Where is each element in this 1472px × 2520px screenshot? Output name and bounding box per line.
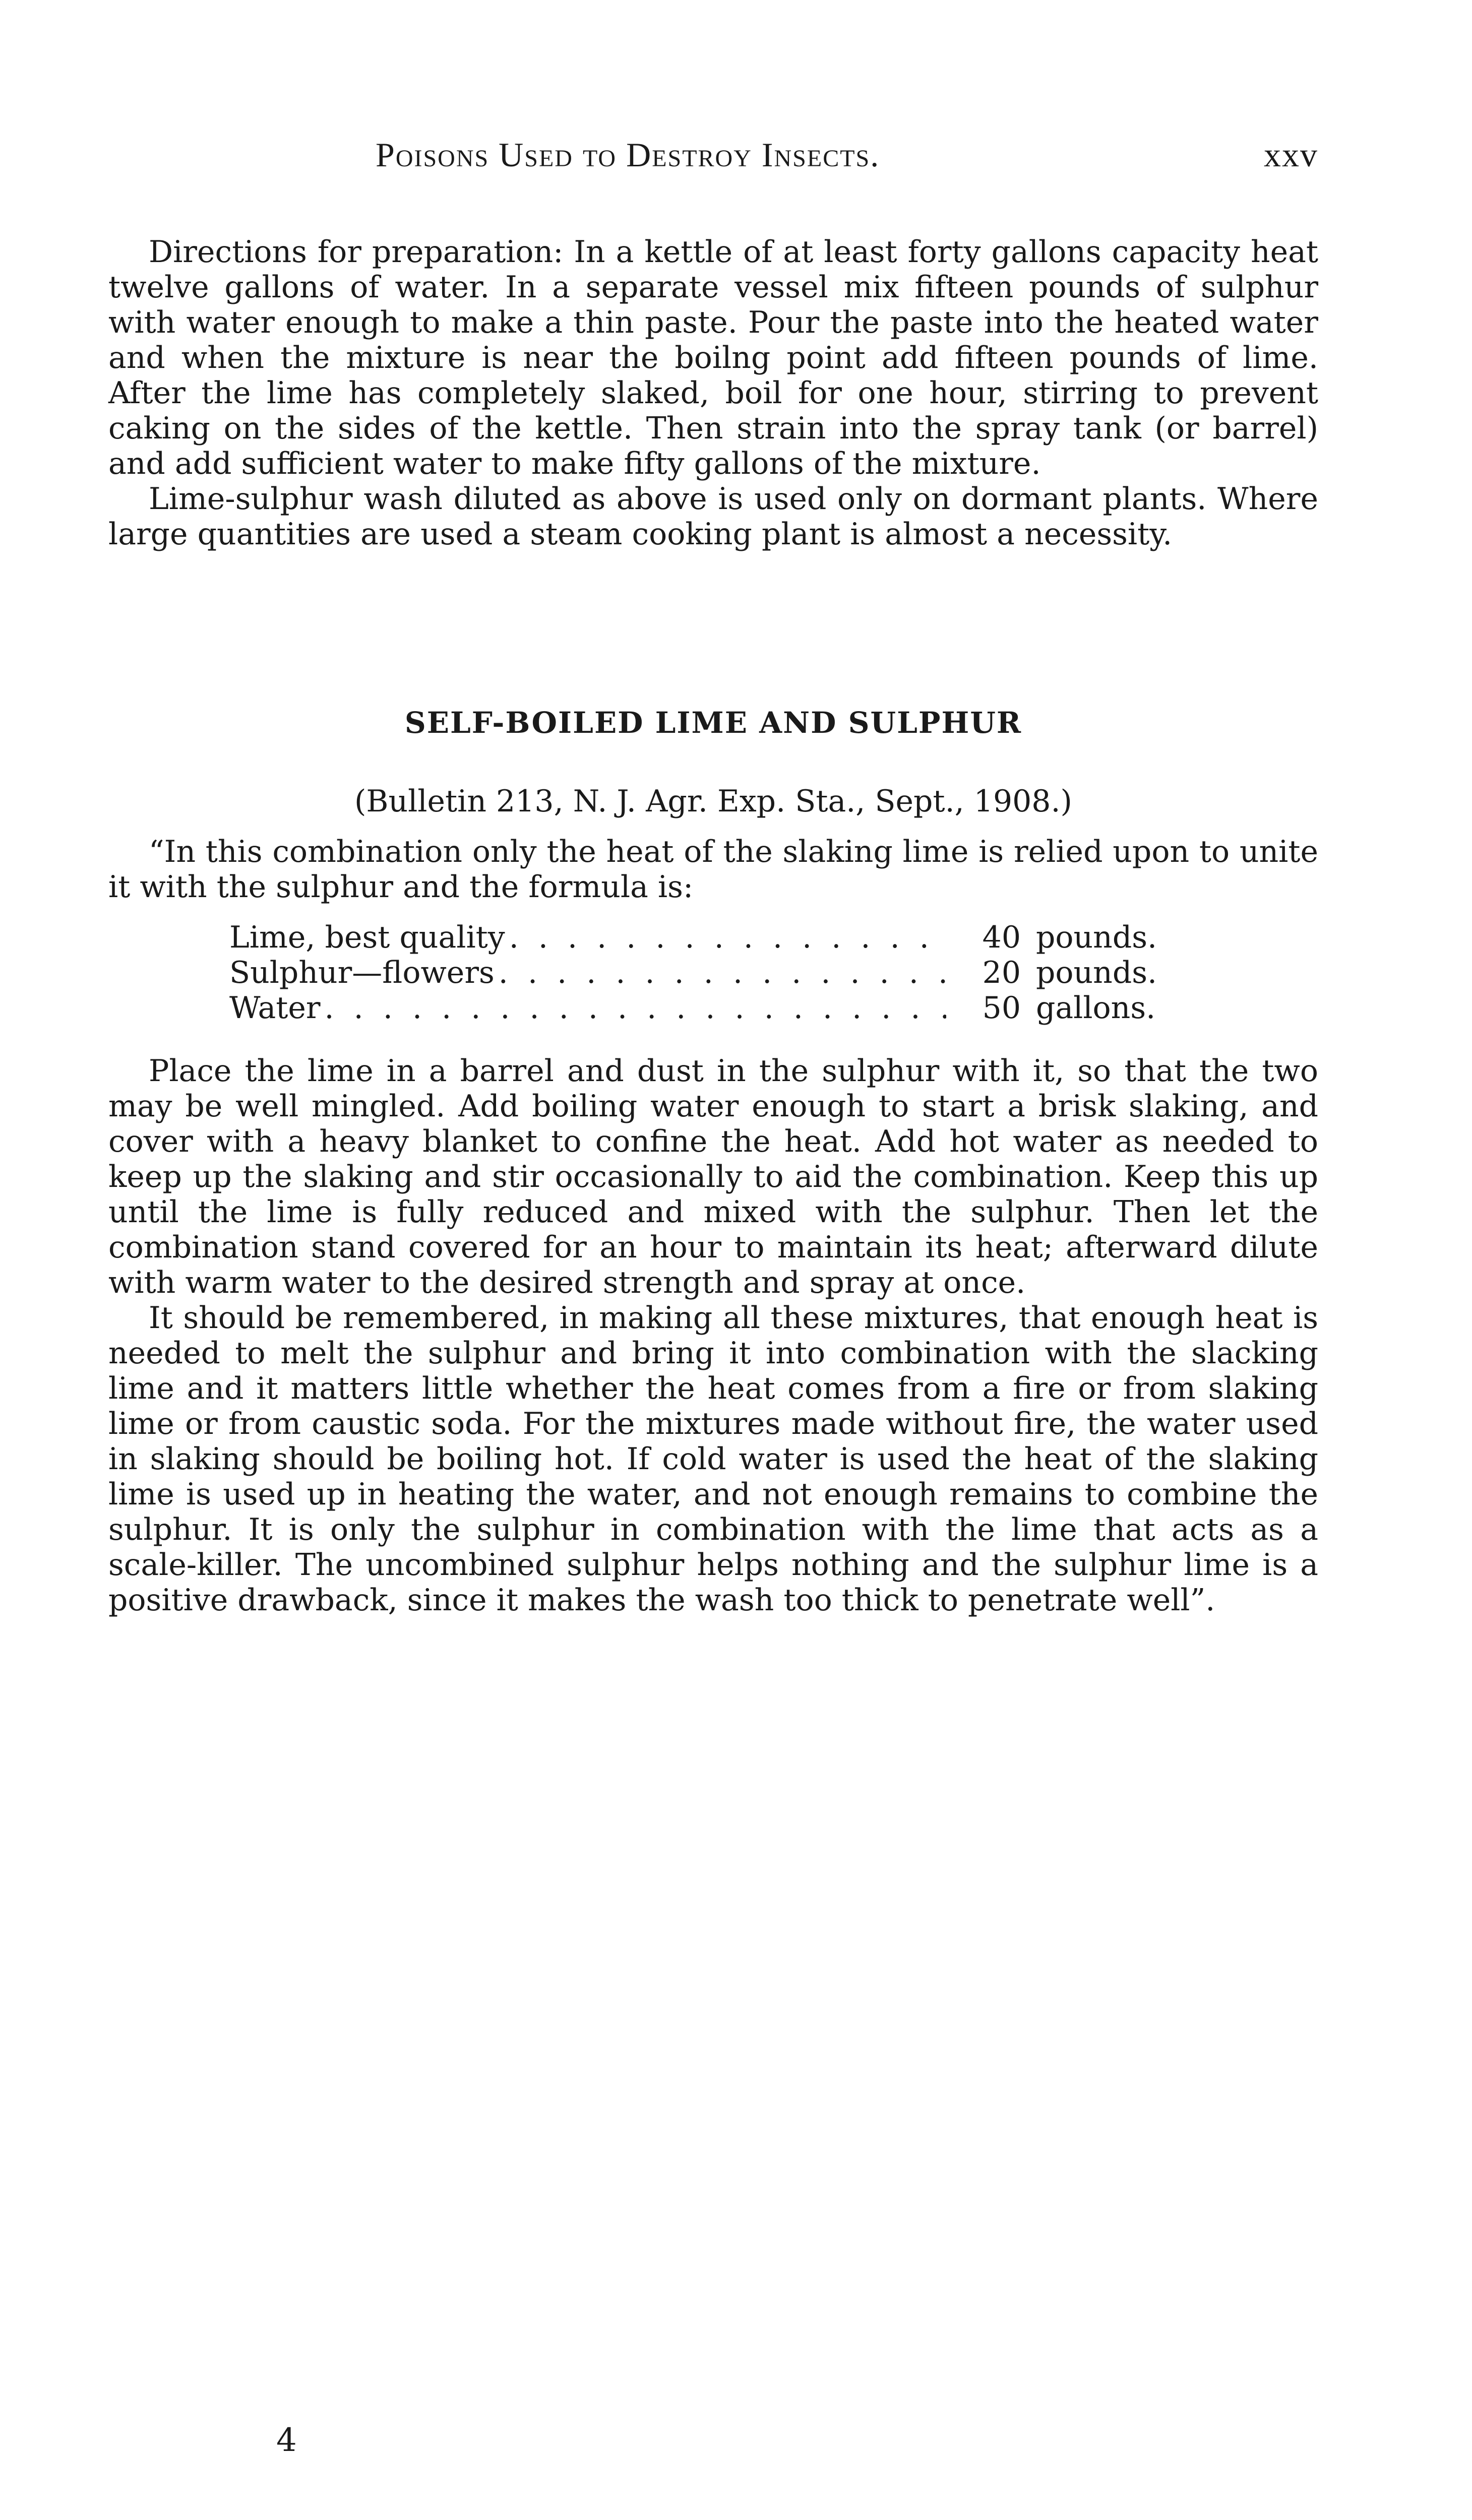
body-paragraph: Place the lime in a barrel and dust in the sulphur with it, so that the two may be well mingled. Add boiling water enough to start a brisk slaking, and cover with a heavy blanket to confine the heat. Add hot water as needed to keep up the slaking and stir occasionally to aid the combination. Keep this up until the lime is fully reduced and mixed with the sulphur. Then let the combination stand covered for an hour to maintain its heat; afterward dilute with warm water to the desired strength and spray at once. <box>108 1053 1318 1300</box>
signature-mark: 4 <box>276 2422 297 2459</box>
dot-leader <box>325 990 946 1026</box>
section-lead <box>108 834 1318 905</box>
intro-paragraph: Lime-sulphur wash diluted as above is used only on dormant plants. Where large quantities are used a steam cooking plant is almost a necessity. <box>108 481 1318 552</box>
formula-unit: gallons. <box>1036 990 1156 1026</box>
section-citation: (Bulletin 213, N. J. Agr. Exp. Sta., Sept., 1908.) <box>354 784 1072 819</box>
section-heading: SELF-BOILED LIME AND SULPHUR <box>404 706 1022 740</box>
running-title: Poisons Used to Destroy Insects. <box>376 136 880 174</box>
body-paragraph: It should be remembered, in making all these mixtures, that enough heat is needed to melt the sulphur and bring it into combination with the slacking lime and it matters little whether the heat comes from a fire or from slaking lime or from caustic soda. For the mixtures made without fire, the water used in slaking should be boiling hot. If cold water is used the heat of the slaking lime is used up in heating the water, and not enough remains to combine the sulphur. It is only the sulphur in combination with the lime that acts as a scale-killer. The uncombined sulphur helps nothing and the sulphur lime is a positive drawback, since it makes the wash too thick to penetrate well”. <box>108 1300 1318 1618</box>
formula-unit: pounds. <box>1036 955 1157 990</box>
formula-quantity: 20 <box>982 955 1021 990</box>
dot-leader <box>499 955 946 990</box>
formula-table <box>229 920 1187 1026</box>
formula-row <box>229 955 1187 990</box>
formula-ingredient: Sulphur—flowers <box>229 955 495 990</box>
section-body <box>108 1053 1318 1618</box>
formula-ingredient: Lime, best quality <box>229 920 505 955</box>
formula-row <box>229 990 1187 1026</box>
running-head <box>108 135 1318 180</box>
lead-paragraph: “In this combination only the heat of the slaking lime is relied upon to unite it with the sulphur and the formula is: <box>108 834 1318 905</box>
formula-quantity: 40 <box>982 920 1021 955</box>
formula-unit: pounds. <box>1036 920 1157 955</box>
intro-paragraph: Directions for preparation: In a kettle of at least forty gallons capacity heat twelve gallons of water. In a separate vessel mix fifteen pounds of sulphur with water enough to make a thin paste. Pour the paste into the heated water and when the mixture is near the boilng point add fifteen pounds of lime. After the lime has completely slaked, boil for one hour, stirring to prevent caking on the sides of the kettle. Then strain into the spray tank (or barrel) and add sufficient water to make fifty gallons of the mixture. <box>108 234 1318 481</box>
intro-text <box>108 234 1318 552</box>
formula-ingredient: Water <box>229 990 321 1026</box>
page-number: xxv <box>1264 136 1318 174</box>
formula-quantity: 50 <box>982 990 1021 1026</box>
formula-row <box>229 920 1187 955</box>
dot-leader <box>509 920 946 955</box>
